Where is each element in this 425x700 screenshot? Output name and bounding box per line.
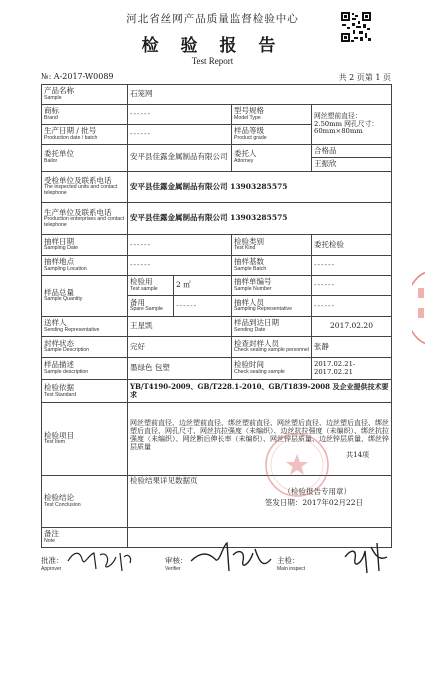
report-title-english: Test Report [191,56,234,66]
value-sampling-date: ------ [128,235,232,255]
main-inspector-label: 主检： Main inspect [277,556,306,572]
label-sample-number: 抽样单编号 Sample Number [232,276,312,296]
label-product-name: 产品名称 Sample [42,85,128,105]
edge-seal-stamp [412,268,425,348]
value-sampling-location: ------ [128,255,232,275]
report-table [41,84,392,548]
page-info: 共 2 页第 1 页 [338,73,391,82]
label-sampling-date: 抽样日期 Sampling Date [42,235,128,255]
qr-code-icon [340,11,372,43]
issue-date: 签发日期：2017年02月22日 [264,497,364,507]
value-test-period: 2017.02.21-2017.02.21 [312,357,392,380]
conclusion-text: 检验结果详见数据页 [130,475,198,485]
value-test-sample: 2 ㎡ [174,276,232,296]
label-sample-quantity: 样品总量 Sample Quantity [42,276,128,317]
label-inspected-unit: 受检单位及联系电话 The inspected units and contact telephone [42,171,128,203]
conclusion-stamp-label: （检验报告专用章） [283,487,352,497]
value-client: 安平县佳露金属制品有限公司 [128,144,232,171]
approver-label: 批准： Approver [41,556,64,572]
label-test-kind: 检验类别 Test Kind [232,235,312,255]
value-inspected-unit: 安平县佳露金属制品有限公司 13903285575 [128,171,392,203]
value-product-name: 石笼网 [128,85,392,105]
value-production-date: ------ [128,124,232,144]
main-inspector-signature [341,541,391,575]
value-client-person: 王振欣 [312,158,392,172]
value-sending-date: 2017.02.20 [312,316,392,336]
value-sending-rep: 王星凯 [128,316,232,336]
value-sample-batch: ------ [312,255,392,275]
value-sealing-status: 完好 [128,337,232,357]
value-sample-number: ------ [312,276,392,296]
label-model: 型号规格 Model Type [232,104,312,124]
label-production-unit: 生产单位及联系电话 Production enterprises and contact telephone [42,203,128,235]
value-model: 网丝塑前直径：2.50mm 网孔尺寸：60mm×80mm [312,104,392,144]
value-production-unit: 安平县佳露金属制品有限公司 13903285575 [128,203,392,235]
label-spare-sample: 备用 Spare Sample [128,296,174,316]
report-number: №: A-2017-W0089 [41,72,114,81]
verifier-signature [189,541,274,575]
label-test-period: 检验时间 Check sealing sample [232,357,312,380]
label-remark: 备注 Note [42,527,128,547]
label-standard: 检验依据 Test Standard [42,380,128,403]
label-test-sample: 检验用 Test sample [128,276,174,296]
label-test-items: 检验项目 Test Item [42,403,128,476]
value-sealing-person: 张静 [312,337,392,357]
value-grade: 合格品 [312,144,392,157]
value-conclusion [128,475,392,527]
label-client-person: 委托人 Attorney [232,144,312,171]
value-sampling-rep: ------ [312,296,392,316]
test-items-count: 共14项 [346,450,370,459]
label-sample-desc: 样品描述 Sample description [42,357,128,380]
value-test-items [128,403,392,476]
label-grade: 样品等级 Product grade [232,124,312,144]
label-conclusion: 检验结论 Test Conclusion [42,475,128,527]
label-sealing-person: 检查封样人员 Check sealing sample personnel [232,337,312,357]
label-sealing-status: 封样状态 Sample Description [42,337,128,357]
value-brand: ------ [128,104,232,124]
label-sample-batch: 抽样基数 Sample Batch [232,255,312,275]
label-sending-date: 样品到达日期 Sending Date [232,316,312,336]
report-title: 检 验 报 告 [141,36,284,56]
value-test-kind: 委托检验 [312,235,392,255]
label-production-date: 生产日期 / 批号 Production date / batch [42,124,128,144]
issuing-organization: 河北省丝网产品质量监督检验中心 [126,13,299,25]
value-standard: YB/T4190-2009、GB/T228.1-2010、GB/T1839-2008 及企业提供技术要求 [128,380,392,403]
label-sending-rep: 送样人 Sending Representative [42,316,128,336]
test-items-list: 网丝塑前直径、边丝塑前直径、绑丝塑前直径、网丝塑后直径、边丝塑后直径、绑丝塑后直径、网孔尺寸、网丝抗拉强度（未编织）、边丝抗拉强度（未编织）、绑丝抗拉强度（未编织）、网丝断后伸长率（未编织）、网丝锌层质量、边丝锌层质量、绑丝锌层质量 [130,418,389,451]
official-seal-stamp [262,430,332,500]
approver-signature [66,547,136,573]
label-sampling-location: 抽样地点 Sampling Location [42,255,128,275]
signature-row [41,551,391,575]
value-spare-sample: ------ [174,296,232,316]
verifier-label: 审核： Verifier [165,556,188,572]
label-sampling-rep: 抽样人员 Sampling Representative [232,296,312,316]
label-client: 委托单位 Bailor [42,144,128,171]
value-sample-desc: 墨绿色 包塑 [128,357,232,380]
label-brand: 商标 Brand [42,104,128,124]
